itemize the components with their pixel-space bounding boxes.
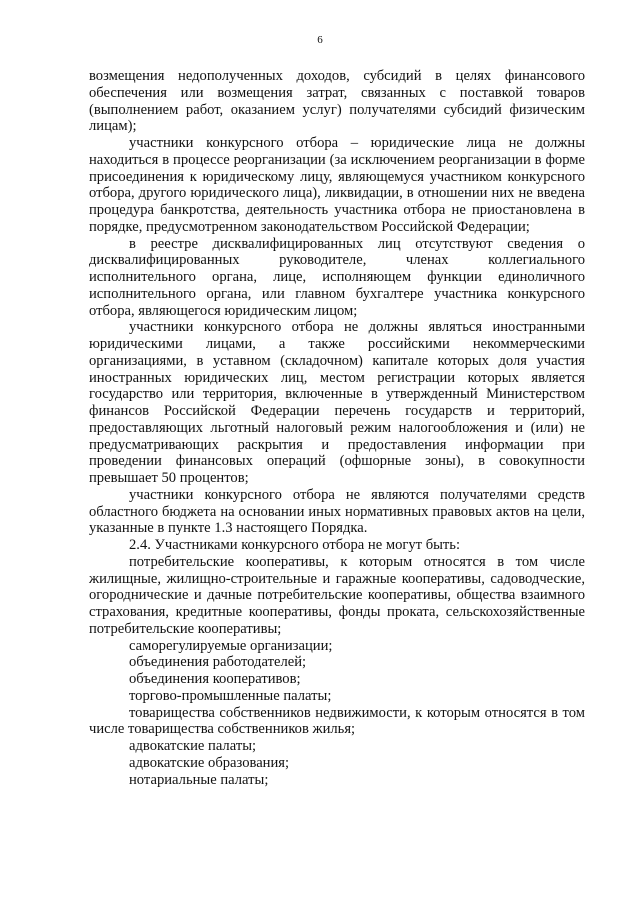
paragraph-section-2-4: 2.4. Участниками конкурсного отбора не могут быть: bbox=[129, 537, 461, 553]
page-number: 6 bbox=[317, 34, 323, 46]
list-item-employers-associations: объединения работодателей; bbox=[129, 654, 307, 671]
paragraph-reorganization: участники конкурсного отбора – юридические лица не должны находиться в процессе реорганизации (за исключением реорганизации в форме присоединения к юридическому лицу, являющемуся участником конкурсного отбора, другого юридического лица), ликвидации, в отношении них не введена процедура банкротства, деятельность участника отбора не приостановлена в порядке, предусмотренном законодательством Российской Федерации; bbox=[89, 135, 585, 235]
list-item-law-formations: адвокатские образования; bbox=[129, 754, 290, 771]
paragraph-disqualified-persons: в реестре дисквалифицированных лиц отсутствуют сведения о дисквалифицированных руководителе, членах коллегиального исполнительного органа, лице, исполняющем функции единоличного исполнительного органа, или главном бухгалтере участника конкурсного отбора, являющегося юридическим лицом; bbox=[89, 235, 585, 319]
list-item-chambers-of-commerce: торгово-промышленные палаты; bbox=[129, 687, 332, 704]
list-item-self-regulatory: саморегулируемые организации; bbox=[129, 637, 333, 654]
list-item-notary-chambers: нотариальные палаты; bbox=[129, 771, 269, 788]
list-item-consumer-cooperatives: потребительские кооперативы, к которым относятся в том числе жилищные, жилищно-строительные и гаражные кооперативы, садоводческие, огороднические и дачные потребительские кооперативы, общества взаимного страхования, кредитные кооперативы, фонды проката, сельскохозяйственные потребительские кооперативы; bbox=[89, 553, 585, 637]
paragraph-continuation: возмещения недополученных доходов, субсидий в целях финансового обеспечения или возмещения затрат, связанных с поставкой товаров (выполнением работ, оказанием услуг) получателями субсидий физическим лицам); bbox=[89, 68, 585, 135]
paragraph-foreign-entities: участники конкурсного отбора не должны являться иностранными юридическими лицами, а также российскими некоммерческими организациями, в уставном (складочном) капитале которых доля участия иностранных юридических лиц, местом регистрации которых является государство или территория, включенные в утвержденный Министерством финансов Российской Федерации перечень государств и территорий, предоставляющих льготный налоговый режим налогообложения и (или) не предусматривающих раскрытия и предоставления информации при проведении финансовых операций (офшорные зоны), в совокупности превышает 50 процентов; bbox=[89, 319, 585, 486]
list-item-bar-chambers: адвокатские палаты; bbox=[129, 738, 257, 754]
paragraph-budget-recipients: участники конкурсного отбора не являются получателями средств областного бюджета на основании иных нормативных правовых актов на цели, указанные в пункте 1.3 настоящего Порядка. bbox=[89, 486, 585, 537]
list-item-property-owners: товарищества собственников недвижимости, к которым относятся в том числе товарищества собственников жилья; bbox=[89, 704, 585, 738]
list-item-cooperatives-associations: объединения кооперативов; bbox=[129, 671, 301, 687]
document-body bbox=[89, 68, 585, 788]
